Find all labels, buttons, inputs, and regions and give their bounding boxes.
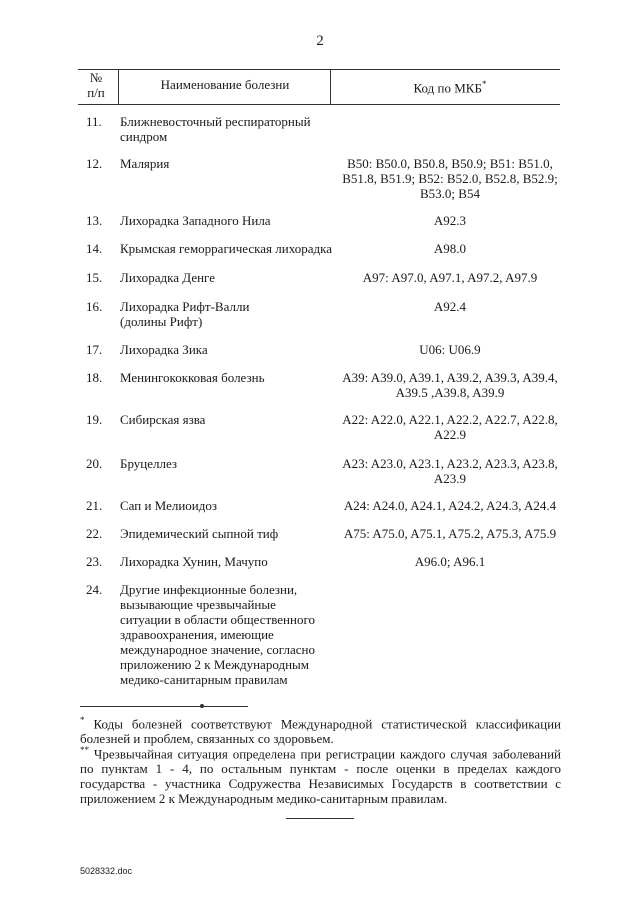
row-disease-name: Ближневосточный респираторный синдром [120,114,311,144]
row-disease-name: Лихорадка Рифт-Валли (долины Рифт) [120,299,250,329]
row-icd-code: B50: B50.0, B50.8, B50.9; B51: B51.0, B51.8, B51.9; B52: B52.0, B52.8, B52.9; B53.0; B54 [342,156,558,201]
row-icd-code: A92.4 [433,299,467,314]
end-of-text-rule [286,818,354,819]
row-disease-name: Бруцеллез [120,456,178,471]
page-number: 2 [316,33,324,49]
header-divider-2 [330,70,331,104]
row-disease-name: Сибирская язва [120,412,206,427]
row-number: 13. [86,213,103,228]
footnote-text: Чрезвычайная ситуация определена при регистрации каждого случая заболеваний по пунктам 1 - 4, по остальным пунктам - после оценки в пределах каждого государства - участника Содружества Независимых Государств в соответствии с приложением 2 к Международным медико-санитарным правилам. [80,746,561,807]
row-disease-name: Лихорадка Зика [120,342,208,357]
row-number: 23. [86,554,103,569]
row-number: 22. [86,526,103,541]
row-disease-name: Лихорадка Хунин, Мачупо [120,554,268,569]
row-disease-name: Сап и Мелиоидоз [120,498,217,513]
header-divider-1 [118,70,119,104]
row-disease-name: Лихорадка Западного Нила [120,213,271,228]
row-number: 11. [86,114,102,129]
table-header-top-rule [78,69,560,70]
row-disease-name: Менингококковая болезнь [120,370,265,385]
footnote-separator-dot [200,704,204,708]
document-file-id: 5028332.doc [80,866,133,876]
row-number: 16. [86,299,103,314]
row-number: 14. [86,241,103,256]
footnote-mark: ** [80,745,89,755]
footnote-text: Коды болезней соответствуют Международной статистической классификации болезней и проблем, связанных со здоровьем. [80,716,562,747]
footnote-separator [80,706,248,707]
footnote-emergency [80,743,561,806]
row-number: 18. [86,370,103,385]
row-disease-name: Эпидемический сыпной тиф [120,526,279,541]
row-icd-code: U06: U06.9 [419,342,481,357]
header-num-abbr: п/п [87,85,105,100]
row-number: 19. [86,412,103,427]
header-num [80,70,112,100]
header-icd-code-label: Код по МКБ [413,80,482,96]
footnote-icd [80,713,561,746]
row-icd-code: A75: A75.0, A75.1, A75.2, A75.3, A75.9 [343,526,557,541]
row-icd-code: A97: A97.0, A97.1, A97.2, A97.9 [362,270,538,285]
header-icd-code [340,77,560,95]
row-disease-name: Другие инфекционные болезни, вызывающие чрезвычайные ситуации в области общественного здравоохранения, имеющие международное значение, согласно приложению 2 к Международным медико-санитарным правилам [120,582,315,687]
row-number: 17. [86,342,103,357]
row-icd-code: A39: A39.0, A39.1, A39.2, A39.3, A39.4, A39.5 ,A39.8, A39.9 [342,370,558,400]
row-icd-code: A22: A22.0, A22.1, A22.2, A22.7, A22.8, A22.9 [342,412,558,442]
row-icd-code: A92.3 [433,213,467,228]
footnote-mark: * [80,715,85,725]
row-disease-name: Малярия [120,156,170,171]
row-icd-code: A24: A24.0, A24.1, A24.2, A24.3, A24.4 [343,498,557,513]
row-disease-name: Лихорадка Денге [120,270,215,285]
row-number: 15. [86,270,103,285]
row-number: 24. [86,582,103,597]
table-header-bottom-rule [78,104,560,105]
row-disease-name: Крымская геморрагическая лихорадка [120,241,332,256]
row-number: 21. [86,498,103,513]
row-number: 12. [86,156,103,171]
header-num-symbol: № [89,70,103,85]
header-disease-name: Наименование болезни [160,77,290,92]
row-icd-code: A23: A23.0, A23.1, A23.2, A23.3, A23.8, A23.9 [342,456,558,486]
row-icd-code: A98.0 [433,241,467,256]
header-icd-code-mark: * [481,79,487,89]
row-number: 20. [86,456,103,471]
row-icd-code: A96.0; A96.1 [414,554,486,569]
